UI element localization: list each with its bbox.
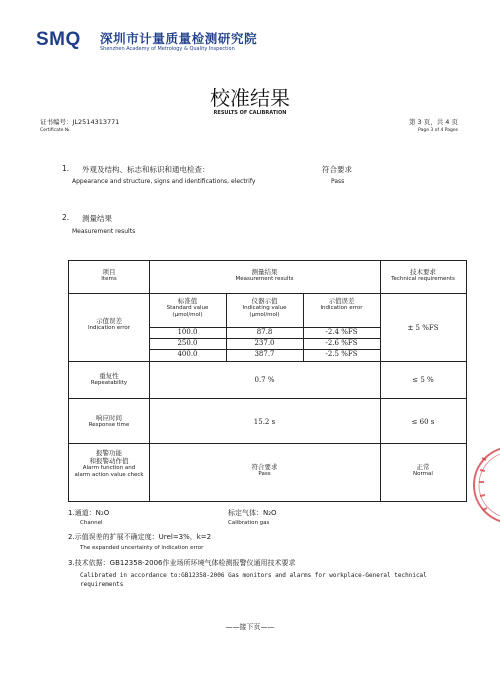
section-2-number: 2. bbox=[62, 213, 70, 222]
certificate-number-label-en: Certificate № bbox=[40, 128, 70, 133]
page-title: 校准结果 bbox=[210, 86, 290, 110]
measurement-table bbox=[68, 260, 467, 502]
indicating-value-3: 387.7 bbox=[254, 350, 275, 358]
standard-value-3: 400.0 bbox=[177, 350, 198, 358]
organization-name-en: Shenzhen Academy of Metrology & Quality Inspection bbox=[100, 46, 235, 52]
indication-error-label: 示值误差 Indication error bbox=[87, 317, 131, 332]
note-uncertainty-en: The expanded uncertainty of indication error bbox=[80, 545, 204, 551]
section-1-title: 外观及结构、标志和标识和通电检查： bbox=[82, 165, 210, 174]
header-measurement-results: 测量结果 Measurement results bbox=[235, 268, 294, 283]
header-items: 项目 Items bbox=[101, 268, 117, 283]
indication-error-2: -2.6 %FS bbox=[325, 339, 358, 347]
organization-name-cn: 深圳市计量质量检测研究院 bbox=[100, 31, 258, 46]
section-1-number: 1. bbox=[62, 164, 70, 173]
note-technical-basis-en-2: requirements bbox=[80, 581, 124, 588]
logo-mark: SMQ bbox=[36, 29, 81, 50]
repeatability-value: 0.7 % bbox=[254, 376, 275, 384]
response-time-label: 响应时间 Response time bbox=[88, 414, 130, 429]
header-technical-requirements: 技术要求 Technical requirements bbox=[391, 268, 455, 283]
section-1-title-en: Appearance and structure, signs and identifications, electrify bbox=[72, 178, 256, 185]
page-title-en: RESULTS OF CALIBRATION bbox=[213, 110, 287, 116]
indicating-value-1: 87.8 bbox=[256, 328, 273, 336]
indicating-value-2: 237.0 bbox=[254, 339, 275, 347]
column-indicating-value: 仪器示值 Indicating value (μmol/mol) bbox=[242, 297, 287, 318]
note-channel-en: Channel bbox=[80, 520, 103, 526]
standard-value-2: 250.0 bbox=[177, 339, 198, 347]
column-indication-error: 示值误差 Indication error bbox=[320, 297, 363, 312]
indication-error-requirement: ± 5 %FS bbox=[407, 324, 439, 332]
note-calibration-gas-en: Calibration gas bbox=[228, 520, 270, 526]
section-2-title: 测量结果 bbox=[82, 214, 112, 223]
note-calibration-gas: 标定气体：N₂O bbox=[228, 509, 277, 517]
page-indicator: 第 3 页，共 4 页 bbox=[408, 118, 458, 126]
repeatability-label: 重复性 Repeatability bbox=[90, 372, 128, 387]
alarm-function-label: 报警功能 和报警动作值 Alarm function and alarm action value check bbox=[74, 449, 144, 479]
certificate-number: 证书编号：JL2514313771 bbox=[40, 118, 120, 126]
alarm-function-value: 符合要求 Pass bbox=[251, 463, 278, 478]
section-1-result: 符合要求 bbox=[322, 165, 352, 174]
alarm-function-requirement: 正常 Normal bbox=[413, 463, 433, 478]
indication-error-1: -2.4 %FS bbox=[325, 328, 358, 336]
response-time-requirement: ≤ 60 s bbox=[411, 418, 435, 426]
section-1-result-en: Pass bbox=[331, 178, 345, 185]
continue-next-page: ——接下页—— bbox=[225, 623, 275, 631]
response-time-value: 15.2 s bbox=[253, 418, 276, 426]
column-standard-value: 标准值 Standard value (μmol/mol) bbox=[166, 297, 209, 318]
indication-error-3: -2.5 %FS bbox=[325, 350, 358, 358]
note-technical-basis: 3.技术依据：GB12358-2006作业场所环境气体检测报警仪通用技术要求 bbox=[68, 559, 296, 567]
section-2-title-en: Measurement results bbox=[72, 228, 136, 235]
page-indicator-en: Page 3 of 4 Pages bbox=[418, 128, 458, 133]
note-technical-basis-en-1: Calibrated in accordance to:GB12358-2006 Gas monitors and alarms for workplace-General technical bbox=[80, 572, 427, 579]
repeatability-requirement: ≤ 5 % bbox=[412, 376, 434, 384]
note-channel: 1.通道：N₂O bbox=[68, 509, 110, 517]
seal-stamp-icon bbox=[470, 430, 500, 540]
standard-value-1: 100.0 bbox=[177, 328, 198, 336]
note-uncertainty: 2.示值误差的扩展不确定度：Urel=3%，k=2 bbox=[68, 533, 212, 541]
